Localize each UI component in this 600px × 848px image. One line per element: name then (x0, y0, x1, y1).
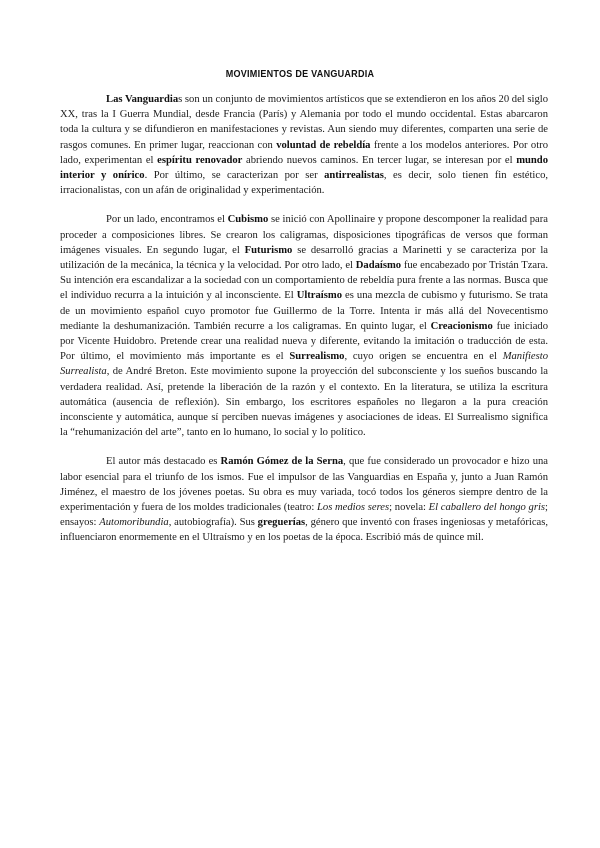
text-run: , cuyo origen se encuentra en el (344, 351, 503, 363)
text-run: , género que inventó con frases ingeniosas y metafóricas, influenciaron enormemente en el Ultraísmo y en los poetas de la época. Escribió más de quince mil. (60, 517, 548, 544)
italic-text: El caballero del hongo gris (428, 502, 546, 514)
bold-text: Surrealismo (289, 351, 345, 363)
text-run: , que fue considerado un provocador e hizo una labor esencial para el triunfo de los ismos. Fue el impulsor de las Vanguardias en España y, junto a Juan Ramón Jiménez, el maestro de los jóvenes poetas. Su obra es muy variada, tocó todos los géneros siempre dentro de la experimentación y fuera de los moldes tradicionales (teatro: (60, 456, 549, 514)
bold-text: Ultraísmo (296, 290, 342, 302)
text-run: se inició con Apollinaire y propone descomponer la realidad para proceder a composiciones libres. Se crearon los caligramas, disposiciones tipográficas de versos que forman imágenes visuales. En segundo lugar, el (60, 214, 548, 256)
text-run: El autor más destacado es (106, 456, 221, 468)
bold-text: Dadaísmo (355, 260, 402, 272)
bold-text: antirrealistas (324, 170, 384, 182)
text-run: ; ensayos: (60, 502, 548, 529)
text-run: fue encabezado por Tristán Tzara. Su intención era escandalizar a la sociedad con un comportamiento de rebeldía pura frente a las normas. Busca que el individuo recurra a la intuición y al inconsciente. El (60, 260, 548, 302)
page-title: MOVIMIENTOS DE VANGUARDIA (225, 68, 375, 80)
bold-text: Las Vanguardia (106, 94, 179, 105)
text-run: , autobiografía). Sus (168, 517, 258, 529)
italic-text: Automoribundia (99, 517, 169, 529)
text-run: Por un lado, encontramos el (106, 214, 228, 226)
bold-text: Cubismo (227, 214, 269, 226)
bold-text: Ramón Gómez de la Serna (220, 456, 344, 468)
bold-text: greguerías (257, 517, 306, 529)
bold-text: Futurismo (244, 244, 293, 256)
paragraph (60, 212, 548, 440)
text-run: fue iniciado por Vicente Huidobro. Pretende crear una realidad nueva y diferente, evitando la imitación o traducción de esta. Por último, el movimiento más importante es el (60, 320, 548, 363)
document-body (60, 92, 548, 560)
text-run: . Por último, se caracterizan por ser (144, 170, 325, 182)
italic-text: Manifiesto Surrealista (60, 351, 549, 378)
text-run: s son un conjunto de movimientos artísticos que se extendieron en los años 20 del siglo XX, tras la I Guerra Mundial, desde Francia (París) y Alemania por todo el mundo occidental. Estas abarcaron toda la cultura y se difundieron en manifestaciones y revistas. Aun siendo muy diferentes, comparten una serie de rasgos comunes. En primer lugar, reaccionan con (60, 94, 548, 151)
paragraph (60, 454, 548, 545)
text-run: frente a los modelos anteriores. Por otro lado, experimentan el (60, 139, 548, 166)
text-run: se desarrolló gracias a Marinetti y se caracteriza por la utilización de la mecánica, la técnica y la velocidad. Por otro lado, el (60, 244, 548, 272)
text-run: es una mezcla de cubismo y futurismo. Se trata de un movimiento español cuyo promotor fue Guillermo de la Torre. Intenta ir más allá del Novecentismo mediante la deshumanización. También recurre a los caligramas. En quinto lugar, el (60, 290, 548, 332)
text-run: ; novela: (389, 502, 429, 514)
text-run: , es decir, solo tienen fin estético, irracionalistas, con un afán de originalidad y experimentación. (60, 170, 549, 197)
bold-text: Creacionismo (430, 320, 493, 332)
bold-text: mundo interior y onírico (60, 154, 548, 182)
text-run: abriendo nuevos caminos. En tercer lugar, se interesan por el (242, 154, 517, 166)
bold-text: espíritu renovador (157, 154, 243, 166)
bold-text: voluntad de rebeldía (276, 139, 371, 151)
paragraph (60, 92, 548, 198)
italic-text: Los medios seres (317, 502, 390, 514)
text-run: , de André Breton. Este movimiento supone la proyección del subconsciente y los sueños buscando la verdadera realidad. Así, pretende la liberación de la razón y el contexto. En la literatura, se utiliza la escritura automática (ausencia de reflexión). Sin embargo, los escritores españoles no llegaron a la pura creación inconsciente y automática, aunque sí perciben nuevas imágenes y asociaciones de ideas. El Surrealismo significa la “rehumanización del arte”, tanto en lo humano, lo social y lo político. (60, 366, 548, 439)
